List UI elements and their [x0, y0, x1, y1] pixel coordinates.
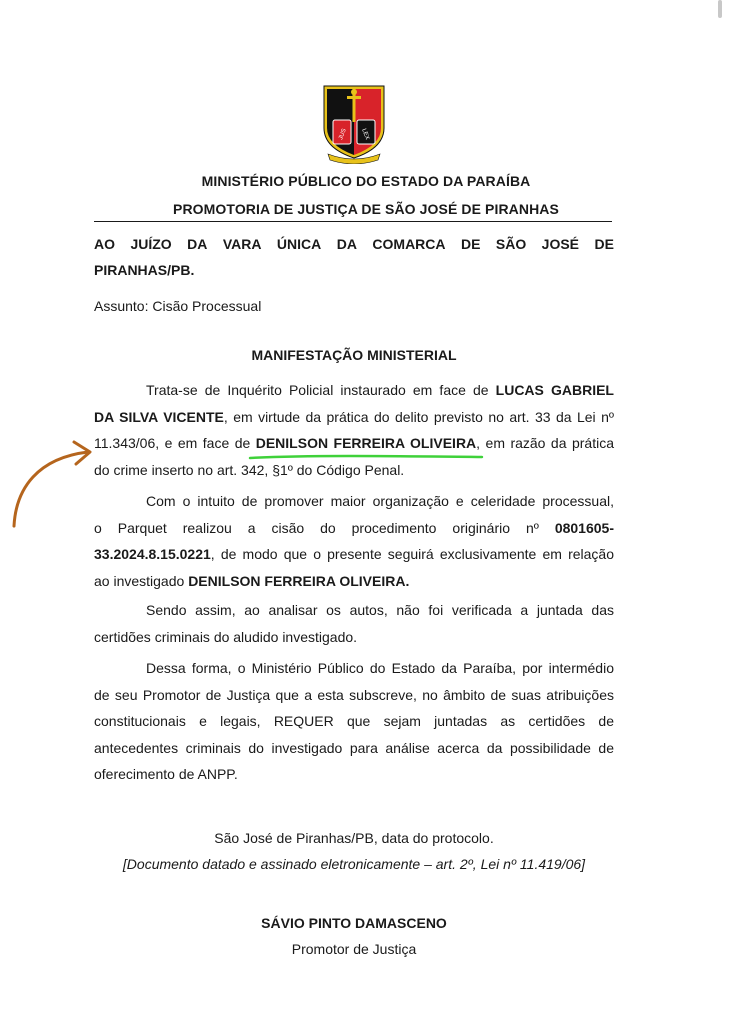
annotation-underline [248, 452, 484, 462]
paragraph-1 [94, 377, 614, 483]
header-org-line2: PROMOTORIA DE JUSTIÇA DE SÃO JOSÉ DE PIRANHAS [173, 201, 559, 217]
paragraph-3 [94, 597, 614, 650]
signer-name: SÁVIO PINTO DAMASCENO [261, 915, 447, 931]
paragraph-4-line: de seu Promotor de Justiça que a esta subscreve, no âmbito de suas atribuições [94, 686, 614, 703]
addressee-line1 [94, 231, 614, 257]
paragraph-4 [94, 655, 614, 788]
paragraph-4-line: constitucionais e legais, REQUER que sejam juntadas as certidões de [94, 713, 614, 729]
addressee-word: ÚNICA [276, 236, 322, 252]
paragraph-2-line: Com o intuito de promover maior organização e celeridade processual, [146, 493, 614, 509]
addressee-word: DA [336, 236, 357, 252]
paragraph-1-line: do crime inserto no art. 342, §1º do Código Penal. [94, 461, 405, 478]
crest-text-left: JUS [338, 127, 348, 141]
addressee [94, 231, 614, 283]
paragraph-2-line: 33.2024.8.15.0221, de modo que o presente seguirá exclusivamente em relação [94, 546, 614, 562]
addressee-word: DA [187, 236, 208, 252]
crest-logo [318, 82, 390, 164]
addressee-word: JUÍZO [130, 236, 172, 252]
place-date: São José de Piranhas/PB, data do protocolo. [214, 830, 494, 846]
paragraph-3-line: certidões criminais do aludido investigado. [94, 628, 358, 645]
addressee-word: JOSÉ [541, 236, 580, 252]
addressee-word: DE [594, 236, 614, 252]
addressee-word: VARA [222, 236, 262, 252]
paragraph-2-line: ao investigado DENILSON FERREIRA OLIVEIRA. [94, 572, 410, 589]
addressee-word: AO [94, 236, 115, 252]
scrollbar[interactable] [718, 0, 722, 18]
addressee-word: COMARCA [372, 236, 446, 252]
paragraph-1-line: DA SILVA VICENTE, em virtude da prática do delito previsto no art. 33 da Lei nº [94, 408, 614, 425]
highlighted-name: DENILSON FERREIRA OLIVEIRA [255, 435, 477, 451]
document-title: MANIFESTAÇÃO MINISTERIAL [251, 347, 457, 363]
header-org-line1: MINISTÉRIO PÚBLICO DO ESTADO DA PARAÍBA [201, 173, 531, 189]
paragraph-1-line: Trata-se de Inquérito Policial instaurado em face de LUCAS GABRIEL [146, 382, 614, 398]
paragraph-2-line: o Parquet realizou a cisão do procedimento originário nº 0801605- [94, 519, 614, 536]
paragraph-2 [94, 488, 614, 594]
paragraph-1-line: 11.343/06, e em face de DENILSON FERREIRA OLIVEIRA, em razão da prática [94, 435, 614, 451]
signer-role: Promotor de Justiça [291, 941, 417, 957]
addressee-word: SÃO [495, 236, 527, 252]
crest-text-right: LEX [360, 127, 370, 141]
annotation-arrow-icon [8, 438, 98, 533]
addressee-line2: PIRANHAS/PB. [94, 262, 195, 278]
paragraph-4-line: antecedentes criminais do investigado para análise acerca da possibilidade de [94, 739, 614, 756]
signature-note: [Documento datado e assinado eletronicamente – art. 2º, Lei nº 11.419/06] [122, 856, 586, 872]
subject: Assunto: Cisão Processual [94, 298, 262, 314]
paragraph-3-line: Sendo assim, ao analisar os autos, não foi verificada a juntada das [146, 602, 614, 618]
addressee-word: DE [460, 236, 481, 252]
header-divider [94, 221, 612, 222]
paragraph-4-line: oferecimento de ANPP. [94, 766, 238, 782]
paragraph-4-line: Dessa forma, o Ministério Público do Estado da Paraíba, por intermédio [146, 660, 614, 676]
